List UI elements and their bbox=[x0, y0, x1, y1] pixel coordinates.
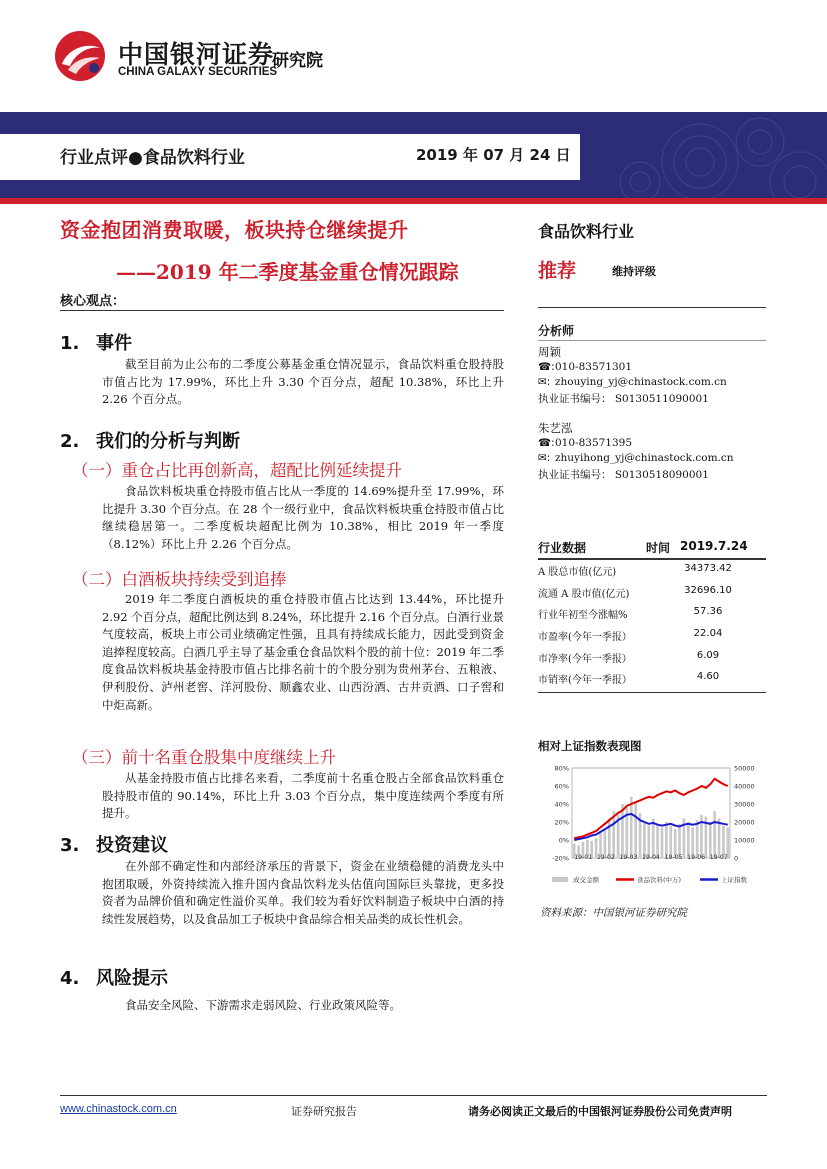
y-left-tick-label: -20% bbox=[552, 854, 569, 863]
industry-data-date: 2019.7.24 bbox=[680, 539, 748, 553]
report-date: 2019 年 07 月 24 日 bbox=[416, 146, 571, 164]
y-left-tick-label: 60% bbox=[554, 782, 569, 791]
institute-name: 研究院 bbox=[272, 51, 323, 71]
section-2c-heading: （三）前十名重仓股集中度继续上升 bbox=[72, 748, 336, 767]
volume-bar bbox=[661, 827, 664, 858]
legend-swatch bbox=[552, 877, 568, 882]
analyst-2-phone: ☎:010-83571395 bbox=[538, 437, 633, 449]
volume-bar bbox=[713, 811, 716, 858]
analyst-2-name: 朱艺泓 bbox=[538, 421, 573, 435]
volume-bar bbox=[656, 824, 659, 858]
sidebar-industry: 食品饮料行业 bbox=[538, 222, 635, 241]
y-right-tick-label: 0 bbox=[734, 854, 739, 863]
brand-name-en: CHINA GALAXY SECURITIES bbox=[118, 66, 278, 78]
x-tick-label: 19-05 bbox=[664, 854, 683, 861]
report-title: 资金抱团消费取暖，板块持仓继续提升 bbox=[60, 218, 409, 242]
divider bbox=[538, 692, 766, 693]
x-tick-label: 19-03 bbox=[619, 854, 638, 861]
company-logo bbox=[54, 30, 106, 82]
divider bbox=[60, 310, 504, 311]
brand-name-cn: 中国银河证券 bbox=[118, 40, 275, 69]
industry-data-title: 行业数据 bbox=[538, 541, 587, 555]
x-tick-label: 19-01 bbox=[574, 854, 593, 861]
volume-bar bbox=[718, 818, 721, 858]
chart-title: 相对上证指数表现图 bbox=[538, 739, 642, 753]
volume-bar bbox=[665, 822, 668, 858]
y-right-tick-label: 30000 bbox=[734, 800, 755, 809]
analyst-2-cert: 执业证书编号： S0130518090001 bbox=[538, 469, 709, 481]
y-left-tick-label: 0% bbox=[558, 836, 569, 845]
chart-source: 资料来源：中国银河证券研究院 bbox=[540, 907, 687, 919]
phone-icon: ☎: bbox=[538, 361, 555, 373]
x-tick-label: 19-04 bbox=[642, 854, 660, 861]
volume-bar bbox=[630, 797, 633, 858]
rating-badge: 推荐 bbox=[538, 260, 577, 282]
volume-bar bbox=[709, 822, 712, 858]
x-tick-label: 19-02 bbox=[596, 854, 615, 861]
section-3-heading: 3. 投资建议 bbox=[60, 835, 168, 856]
divider bbox=[538, 340, 766, 341]
y-left-tick-label: 80% bbox=[554, 764, 569, 773]
report-subtitle: ——2019 年二季度基金重仓情况跟踪 bbox=[116, 260, 459, 284]
section-4-heading: 4. 风险提示 bbox=[60, 968, 168, 989]
y-left-tick-label: 20% bbox=[554, 818, 569, 827]
footer-disclaimer: 请务必阅读正文最后的中国银河证券股份公司免责声明 bbox=[468, 1105, 732, 1118]
volume-bar bbox=[687, 822, 690, 858]
section-2b-text: 2019 年二季度白酒板块的重仓持股市值占比达到 13.44%，环比提升 2.92 个百分点，超配比例达到 8.24%，环比提升 2.16 个百分点。白酒行业景气度较高，板块上市公司业绩确定性强，且具有持续成长能力，因此受到资金追捧程度较高。白酒几乎主导了基金重仓食品饮料个股的前十位：2019 年二季度食品饮料板块基金持股市值占比排名前十的个股分别为贵州茅台、五粮液、伊利股份、泸州老窖、洋河股份、顺鑫农业、山西汾酒、古井贡酒、口子窖和中炬高新。 bbox=[102, 592, 504, 712]
volume-bar bbox=[608, 818, 611, 858]
performance-chart bbox=[538, 760, 766, 890]
y-right-tick-label: 40000 bbox=[734, 782, 755, 791]
analyst-label: 分析师 bbox=[538, 324, 575, 338]
analyst-1-cert: 执业证书编号： S0130511090001 bbox=[538, 393, 709, 405]
x-tick-label: 19-07 bbox=[709, 854, 728, 861]
section-2c-text: 从基金持股市值占比排名来看，二季度前十名重仓股占全部食品饮料重仓股持股市值的 90.14%，环比上升 3.03 个百分点，集中度连续两个季度有所提升。 bbox=[102, 771, 504, 821]
mail-icon: ✉: bbox=[538, 376, 551, 388]
y-right-tick-label: 10000 bbox=[734, 836, 755, 845]
volume-bar bbox=[634, 802, 637, 858]
volume-bar bbox=[696, 820, 699, 858]
phone-icon: ☎: bbox=[538, 437, 555, 449]
core-views-label: 核心观点： bbox=[60, 294, 126, 309]
volume-bar bbox=[678, 824, 681, 858]
y-right-tick-label: 50000 bbox=[734, 764, 755, 773]
rating-note: 维持评级 bbox=[612, 265, 656, 278]
banner-red-line bbox=[0, 198, 827, 204]
footer-website-link[interactable]: www.chinastock.com.cn bbox=[60, 1103, 177, 1115]
legend-label: 上证指数 bbox=[721, 876, 747, 884]
x-tick-label: 19-06 bbox=[687, 854, 706, 861]
divider bbox=[538, 558, 766, 560]
analyst-1-phone: ☎:010-83571301 bbox=[538, 361, 633, 373]
section-2a-heading: （一）重仓占比再创新高，超配比例延续提升 bbox=[72, 461, 402, 480]
y-right-tick-label: 20000 bbox=[734, 818, 755, 827]
section-2a-text: 食品饮料板块重仓持股市值占比从一季度的 14.69%提升至 17.99%，环比提升 3.30 个百分点。在 28 个一级行业中，食品饮料板块重仓持股市值占比继续稳居第一。二季度板块超配比例为 10.38%，相比 2019 年一季度（8.12%）环比上升 2.26 个百分点。 bbox=[102, 484, 504, 551]
section-2-heading: 2. 我们的分析与判断 bbox=[60, 431, 240, 452]
y-left-tick-label: 40% bbox=[554, 800, 569, 809]
industry-data-time-label: 时间 bbox=[646, 541, 671, 555]
analyst-1-name: 周颖 bbox=[538, 345, 561, 359]
divider bbox=[538, 307, 766, 308]
footer-divider bbox=[60, 1095, 767, 1096]
mail-icon: ✉: bbox=[538, 452, 551, 464]
footer-report-type: 证券研究报告 bbox=[291, 1105, 357, 1118]
legend-label: 成交金额 bbox=[573, 876, 599, 884]
section-4-text: 食品安全风险、下游需求走弱风险、行业政策风险等。 bbox=[125, 998, 401, 1012]
analyst-2-email[interactable]: ✉: zhuyihong_yj@chinastock.com.cn bbox=[538, 452, 734, 464]
report-category: 行业点评●食品饮料行业 bbox=[60, 148, 245, 168]
section-2b-heading: （二）白酒板块持续受到追捧 bbox=[72, 570, 287, 589]
section-1-text: 截至目前为止公布的二季度公募基金重仓情况显示，食品饮料重仓股持股市值占比为 17.99%，环比上升 3.30 个百分点，超配 10.38%，环比上升 2.26 个百分点。 bbox=[102, 357, 504, 407]
section-3-text: 在外部不确定性和内部经济承压的背景下，资金在业绩稳健的消费龙头中抱团取暖，外资持续流入推升国内食品饮料龙头估值向国际巨头靠拢，更多投资者为品牌价值和确定性溢价买单。我们较为看好饮料制造子板块中白酒的持续性发展趋势，以及食品加工子板块中食品综合相关品类的成长性机会。 bbox=[102, 859, 504, 926]
analyst-1-email[interactable]: ✉: zhouying_yj@chinastock.com.cn bbox=[538, 376, 727, 388]
section-1-heading: 1. 事件 bbox=[60, 333, 132, 354]
volume-bar bbox=[643, 822, 646, 858]
volume-bar bbox=[621, 804, 624, 858]
legend-label: 食品饮料(中万) bbox=[637, 876, 682, 884]
